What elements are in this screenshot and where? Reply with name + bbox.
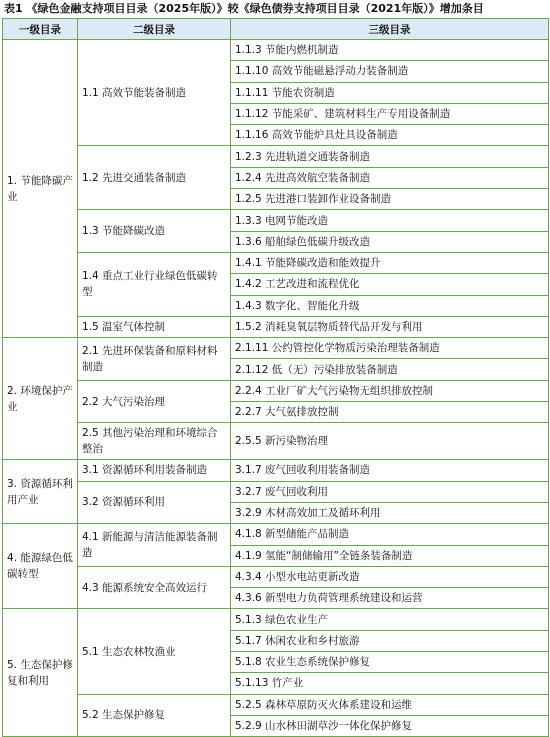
header-level-3: 三级目录: [231, 19, 549, 40]
level-1-cell: 5. 生态保护修复和利用: [3, 609, 78, 737]
level-3-cell: 2.2.7 大气氨排放控制: [231, 402, 549, 423]
level-2-cell: 2.2 大气污染治理: [78, 380, 231, 423]
level-3-cell: 2.1.11 公约管控化学物质污染治理装备制造: [231, 338, 549, 359]
level-1-cell: 1. 节能降碳产业: [3, 40, 78, 338]
level-3-cell: 2.5.5 新污染物治理: [231, 423, 549, 460]
catalog-table: [2, 18, 549, 737]
table-row: [3, 609, 549, 630]
table-row: [3, 423, 549, 460]
level-1-cell: 3. 资源循环利用产业: [3, 460, 78, 524]
level-2-cell: 1.4 重点工业行业绿色低碳转型: [78, 252, 231, 316]
level-3-cell: 5.1.3 绿色农业生产: [231, 609, 549, 630]
header-level-2: 二级目录: [78, 19, 231, 40]
level-3-cell: 3.2.7 废气回收利用: [231, 481, 549, 502]
level-3-cell: 1.2.4 先进高效航空装备制造: [231, 167, 549, 188]
level-2-cell: 3.2 资源循环利用: [78, 481, 231, 524]
level-2-cell: 1.3 节能降碳改造: [78, 210, 231, 253]
level-3-cell: 4.3.6 新型电力负荷管理系统建设和运营: [231, 588, 549, 609]
table-row: [3, 316, 549, 337]
table-row: [3, 210, 549, 231]
level-3-cell: 1.4.1 节能降碳改造和能效提升: [231, 252, 549, 273]
level-2-cell: 2.1 先进环保装备和原料材料制造: [78, 338, 231, 381]
table-row: [3, 694, 549, 715]
level-2-cell: 3.1 资源循环利用装备制造: [78, 460, 231, 481]
level-1-cell: 2. 环境保护产业: [3, 338, 78, 460]
table-row: [3, 481, 549, 502]
level-3-cell: 1.1.16 高效节能炉具灶具设备制造: [231, 125, 549, 146]
table-row: [3, 524, 549, 545]
level-3-cell: 1.2.3 先进轨道交通装备制造: [231, 146, 549, 167]
table-row: [3, 380, 549, 401]
table-row: [3, 40, 549, 61]
table-row: [3, 460, 549, 481]
level-3-cell: 5.1.8 农业生态系统保护修复: [231, 652, 549, 673]
level-3-cell: 1.3.6 船舶绿色低碳升级改造: [231, 231, 549, 252]
table-row: [3, 252, 549, 273]
level-3-cell: 5.2.9 山水林田湖草沙一体化保护修复: [231, 715, 549, 736]
level-1-cell: 4. 能源绿色低碳转型: [3, 524, 78, 609]
level-3-cell: 4.3.4 小型水电站更新改造: [231, 566, 549, 587]
level-3-cell: 1.1.11 节能农资制造: [231, 82, 549, 103]
level-3-cell: 4.1.9 氢能“制储输用”全链条装备制造: [231, 545, 549, 566]
level-3-cell: 5.2.5 森林草原防灭火体系建设和运维: [231, 694, 549, 715]
level-3-cell: 3.1.7 废气回收利用装备制造: [231, 460, 549, 481]
table-row: [3, 146, 549, 167]
level-3-cell: 1.4.3 数字化、智能化升级: [231, 295, 549, 316]
level-3-cell: 1.3.3 电网节能改造: [231, 210, 549, 231]
table-row: [3, 338, 549, 359]
level-2-cell: 1.5 温室气体控制: [78, 316, 231, 337]
level-2-cell: 2.5 其他污染治理和环境综合整治: [78, 423, 231, 460]
level-3-cell: 2.2.4 工业厂矿大气污染物无组织排放控制: [231, 380, 549, 401]
level-3-cell: 4.1.8 新型储能产品制造: [231, 524, 549, 545]
table-caption: 表1 《绿色金融支持项目目录（2025年版）》较《绿色债券支持项目目录（2021年版）》增加条目: [4, 2, 484, 15]
header-level-1: 一级目录: [3, 19, 78, 40]
level-3-cell: 1.1.10 高效节能磁悬浮动力装备制造: [231, 61, 549, 82]
level-3-cell: 1.5.2 消耗臭氧层物质替代品开发与利用: [231, 316, 549, 337]
level-2-cell: 4.3 能源系统安全高效运行: [78, 566, 231, 609]
level-3-cell: 5.1.13 竹产业: [231, 673, 549, 694]
level-3-cell: 1.4.2 工艺改进和流程优化: [231, 274, 549, 295]
level-3-cell: 1.1.3 节能内燃机制造: [231, 40, 549, 61]
level-2-cell: 4.1 新能源与清洁能源装备制造: [78, 524, 231, 567]
header-row: [3, 19, 549, 40]
level-3-cell: 5.1.7 休闲农业和乡村旅游: [231, 630, 549, 651]
level-2-cell: 1.1 高效节能装备制造: [78, 40, 231, 146]
level-3-cell: 3.2.9 木材高效加工及循环利用: [231, 502, 549, 523]
level-3-cell: 1.1.12 节能采矿、建筑材料生产专用设备制造: [231, 103, 549, 124]
level-2-cell: 5.2 生态保护修复: [78, 694, 231, 737]
level-3-cell: 1.2.5 先进港口装卸作业设备制造: [231, 189, 549, 210]
table-row: [3, 566, 549, 587]
level-2-cell: 1.2 先进交通装备制造: [78, 146, 231, 210]
level-3-cell: 2.1.12 低（无）污染排放装备制造: [231, 359, 549, 380]
level-2-cell: 5.1 生态农林牧渔业: [78, 609, 231, 694]
